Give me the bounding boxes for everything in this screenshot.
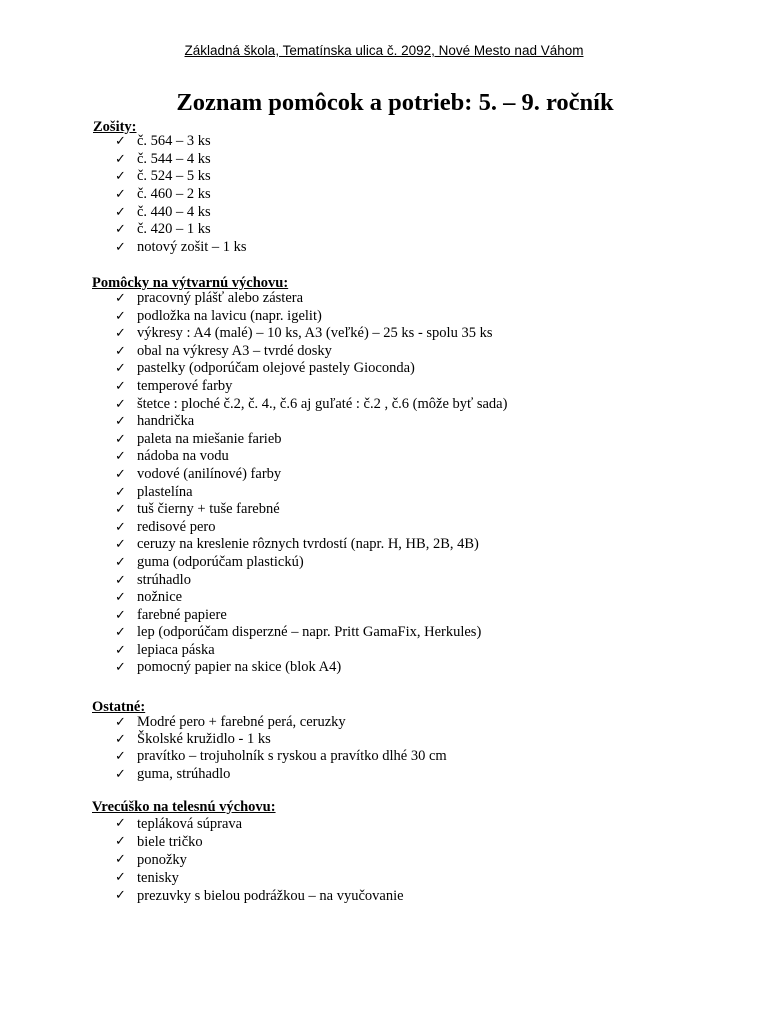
checkmark-icon: ✓ <box>115 151 126 167</box>
checkmark-icon: ✓ <box>115 169 126 185</box>
checkmark-icon: ✓ <box>115 642 126 658</box>
checkmark-icon: ✓ <box>115 187 126 203</box>
list-item-text: obal na výkresy A3 – tvrdé dosky <box>137 342 332 359</box>
list-item-text: strúhadlo <box>137 571 191 588</box>
page-title: Zoznam pomôcok a potrieb: 5. – 9. ročník <box>176 89 614 116</box>
list-item-text: prezuvky s bielou podrážkou – na vyučovanie <box>137 888 404 904</box>
list-item-text: lep (odporúčam disperzné – napr. Pritt GamaFix, Herkules) <box>137 624 482 641</box>
list-item-text: č. 564 – 3 ks <box>137 133 211 149</box>
list-item-text: č. 544 – 4 ks <box>137 150 211 167</box>
checkmark-icon: ✓ <box>115 852 126 867</box>
list-item-text: plastelína <box>137 483 193 500</box>
list-item-text: výkresy : A4 (malé) – 10 ks, A3 (veľké) – 25 ks - spolu 35 ks <box>137 325 493 342</box>
list-item-text: redisové pero <box>137 518 216 535</box>
checkmark-icon: ✓ <box>115 431 126 447</box>
list-item-text: ponožky <box>137 852 187 868</box>
checkmark-icon: ✓ <box>115 414 126 430</box>
checkmark-icon: ✓ <box>115 134 126 149</box>
list-item-text: pastelky (odporúčam olejové pastely Gioconda) <box>137 360 415 377</box>
checkmark-icon: ✓ <box>115 519 126 535</box>
checkmark-icon: ✓ <box>115 343 126 359</box>
list-item-text: temperové farby <box>137 377 233 394</box>
list-item-text: štetce : ploché č.2, č. 4., č.6 aj guľaté : č.2 , č.6 (môže byť sada) <box>137 395 508 412</box>
section-heading-vytvarna: Pomôcky na výtvarnú výchovu: <box>92 275 289 291</box>
checkmark-icon: ✓ <box>115 291 126 306</box>
checkmark-icon: ✓ <box>115 449 126 465</box>
checkmark-icon: ✓ <box>115 396 126 412</box>
checkmark-icon: ✓ <box>115 590 126 606</box>
checkmark-icon: ✓ <box>115 222 126 238</box>
checkmark-icon: ✓ <box>115 715 126 730</box>
checkmark-icon: ✓ <box>115 537 126 553</box>
list-item-text: tenisky <box>137 870 179 886</box>
checkmark-icon: ✓ <box>115 326 126 342</box>
checkmark-icon: ✓ <box>115 607 126 623</box>
list-item-text: guma, strúhadlo <box>137 765 231 782</box>
checkmark-icon: ✓ <box>115 204 126 220</box>
list-item-text: nožnice <box>137 589 183 606</box>
list-item-text: farebné papiere <box>137 606 227 623</box>
list-item-text: tepláková súprava <box>137 816 243 832</box>
list-item-text: pracovný plášť alebo zástera <box>137 290 304 306</box>
section-heading-ostatne: Ostatné: <box>92 699 146 715</box>
checkmark-icon: ✓ <box>115 554 126 570</box>
checkmark-icon: ✓ <box>115 888 126 903</box>
checkmark-icon: ✓ <box>115 749 126 765</box>
checkmark-icon: ✓ <box>115 625 126 641</box>
list-item-text: biele tričko <box>137 834 203 850</box>
list-item-text: ceruzy na kreslenie rôznych tvrdostí (napr. H, HB, 2B, 4B) <box>137 536 479 553</box>
checkmark-icon: ✓ <box>115 766 126 782</box>
checkmark-icon: ✓ <box>115 466 126 482</box>
list-item-text: č. 460 – 2 ks <box>137 186 211 203</box>
list-item-text: paleta na miešanie farieb <box>137 430 282 447</box>
list-item-text: pravítko – trojuholník s ryskou a pravítko dlhé 30 cm <box>137 748 447 765</box>
list-item-text: tuš čierny + tuše farebné <box>137 501 280 518</box>
list-item-text: č. 420 – 1 ks <box>137 221 211 238</box>
list-item-text: Modré pero + farebné perá, ceruzky <box>137 714 346 730</box>
checkmark-icon: ✓ <box>115 361 126 377</box>
list-item-text: handrička <box>137 413 195 430</box>
section-heading-telesna: Vrecúško na telesnú výchovu: <box>92 799 276 815</box>
checkmark-icon: ✓ <box>115 308 126 324</box>
checkmark-icon: ✓ <box>115 732 126 748</box>
checkmark-icon: ✓ <box>115 660 126 676</box>
list-item-text: podložka na lavicu (napr. igelit) <box>137 307 322 324</box>
school-header: Základná škola, Tematínska ulica č. 2092, Nové Mesto nad Váhom <box>184 43 584 58</box>
checkmark-icon: ✓ <box>115 572 126 588</box>
list-item-text: vodové (anilínové) farby <box>137 465 282 482</box>
list-item-text: Školské kružidlo - 1 ks <box>137 731 271 748</box>
list-item-text: nádoba na vodu <box>137 448 229 465</box>
checkmark-icon: ✓ <box>115 502 126 518</box>
list-item-text: guma (odporúčam plastickú) <box>137 553 304 570</box>
list-item-text: č. 440 – 4 ks <box>137 203 211 220</box>
list-item-text: č. 524 – 5 ks <box>137 168 211 185</box>
list-item-text: pomocný papier na skice (blok A4) <box>137 659 342 676</box>
checkmark-icon: ✓ <box>115 870 126 885</box>
section-heading-zosity: Zošity: <box>93 119 137 135</box>
checkmark-icon: ✓ <box>115 816 126 831</box>
list-item-text: notový zošit – 1 ks <box>137 239 247 256</box>
checkmark-icon: ✓ <box>115 834 126 849</box>
checkmark-icon: ✓ <box>115 240 126 256</box>
checkmark-icon: ✓ <box>115 484 126 500</box>
checkmark-icon: ✓ <box>115 378 126 394</box>
list-item-text: lepiaca páska <box>137 641 215 658</box>
